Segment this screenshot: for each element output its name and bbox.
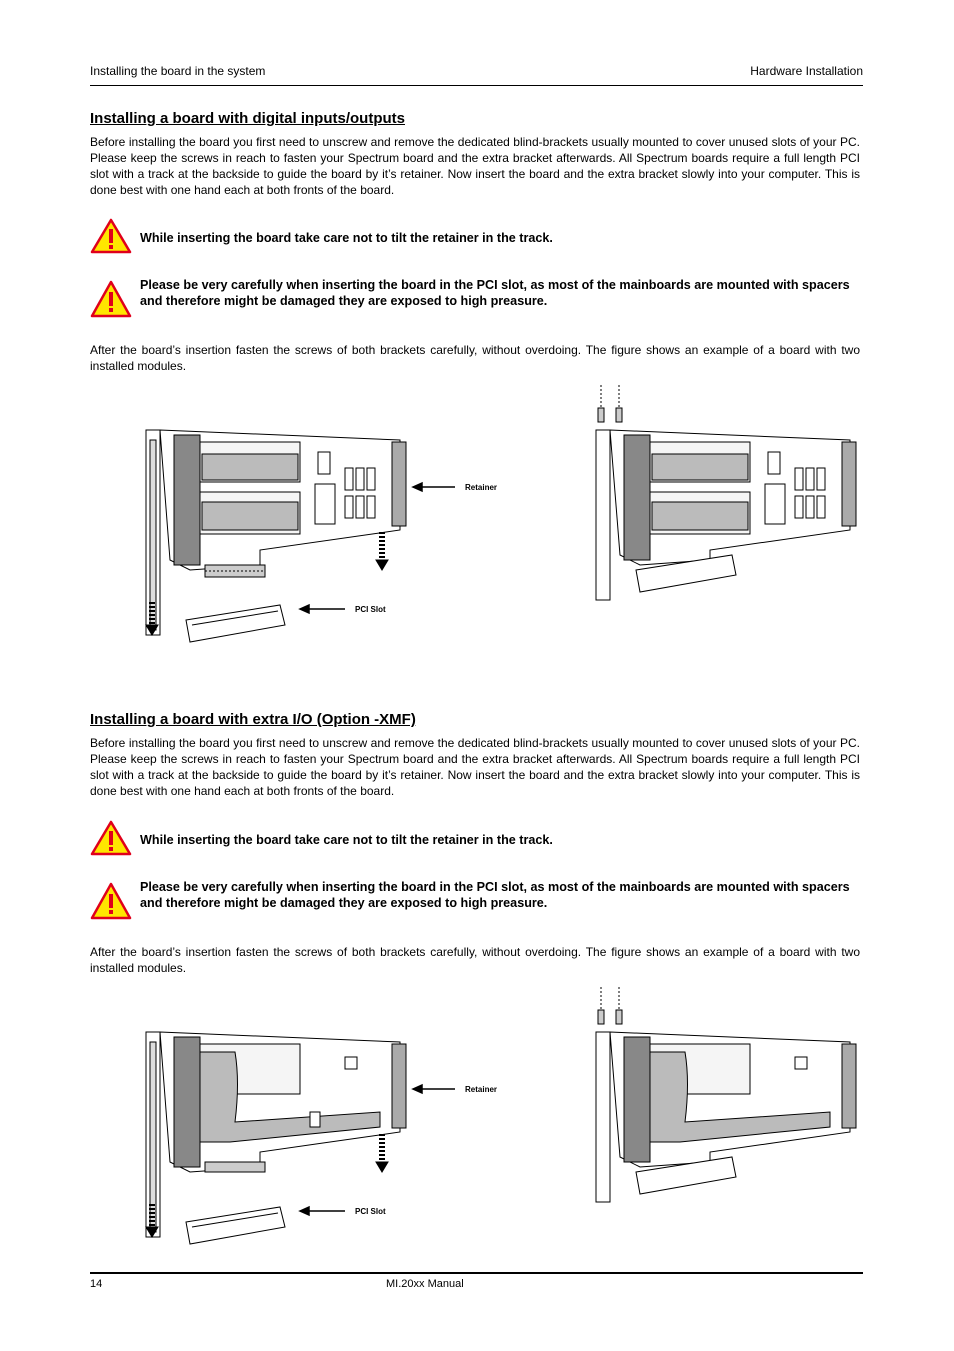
section2-intro: Before installing the board you first need to unscrew and remove the dedicated blind-brackets usually mounted to cover unused slots of your PC. Please keep the screws in reach to fasten your Spectrum board and the extra bracket afterwards. All Spectrum boards require a full length PCI slot with a track at the backside to guide the board by it’s retainer. Now insert the board and the extra bracket slowly into your computer. This is done best with one hand each at both fronts of the board. [90, 736, 860, 798]
warning-icon [90, 820, 132, 856]
warning-icon [90, 278, 132, 318]
pci-slot-illustration [186, 605, 285, 642]
section2-title: Installing a board with extra I/O (Option -XMF) [90, 711, 416, 728]
section2-warning-2 [90, 880, 863, 920]
page-number: 14 [90, 1278, 103, 1290]
section1-after: After the board’s insertion fasten the screws of both brackets carefully, without overdoing. The figure shows an example of a board with two installed modules. [90, 343, 860, 373]
warning-icon [90, 218, 132, 254]
footer-title: MI.20xx Manual [386, 1278, 464, 1290]
section1-title: Installing a board with digital inputs/outputs [90, 110, 405, 127]
warning-text: Please be very carefully when inserting the board in the PCI slot, as most of the mainboards are mounted with spacers and therefore might be damaged they are exposed to high preasure. [140, 880, 850, 910]
board-installation-figure-1 [130, 380, 870, 650]
insert-arrow-right [376, 1134, 388, 1172]
section1-warning-2 [90, 278, 863, 318]
warning-text: Please be very carefully when inserting the board in the PCI slot, as most of the mainboards are mounted with spacers and therefore might be damaged they are exposed to high preasure. [140, 278, 850, 308]
retainer-label: Retainer [465, 483, 498, 492]
section2-after: After the board’s insertion fasten the screws of both brackets carefully, without overdoing. The figure shows an example of a board with two installed modules. [90, 945, 860, 975]
footer-rule [90, 1272, 863, 1274]
section1-intro: Before installing the board you first need to unscrew and remove the dedicated blind-brackets usually mounted to cover unused slots of your PC. Please keep the screws in reach to fasten your Spectrum board and the extra bracket afterwards. All Spectrum boards require a full length PCI slot with a track at the backside to guide the board by it’s retainer. Now insert the board and the extra bracket slowly into your computer. This is done best with one hand each at both fronts of the board. [90, 135, 860, 197]
header-chapter: Hardware Installation [750, 64, 863, 78]
retainer-label: Retainer [465, 1085, 498, 1094]
board-illustration-right [596, 385, 856, 600]
warning-text: While inserting the board take care not to tilt the retainer in the track. [140, 231, 553, 245]
insert-arrow-right [376, 532, 388, 570]
header-section: Installing the board in the system [90, 64, 266, 78]
board-illustration-right [596, 987, 856, 1202]
pci-slot-label: PCI Slot [355, 1207, 386, 1216]
section2-warning-1 [90, 820, 863, 860]
pci-slot-arrow [300, 605, 345, 613]
board-installation-figure-2 [130, 982, 870, 1252]
section1-warning-1 [90, 218, 863, 258]
warning-text: While inserting the board take care not to tilt the retainer in the track. [140, 833, 553, 847]
pci-slot-label: PCI Slot [355, 605, 386, 614]
pci-slot-arrow [300, 1207, 345, 1215]
retainer-arrow [413, 1085, 455, 1093]
header-rule [90, 85, 863, 86]
warning-icon [90, 880, 132, 920]
pci-slot-illustration [186, 1207, 285, 1244]
retainer-arrow [413, 483, 455, 491]
